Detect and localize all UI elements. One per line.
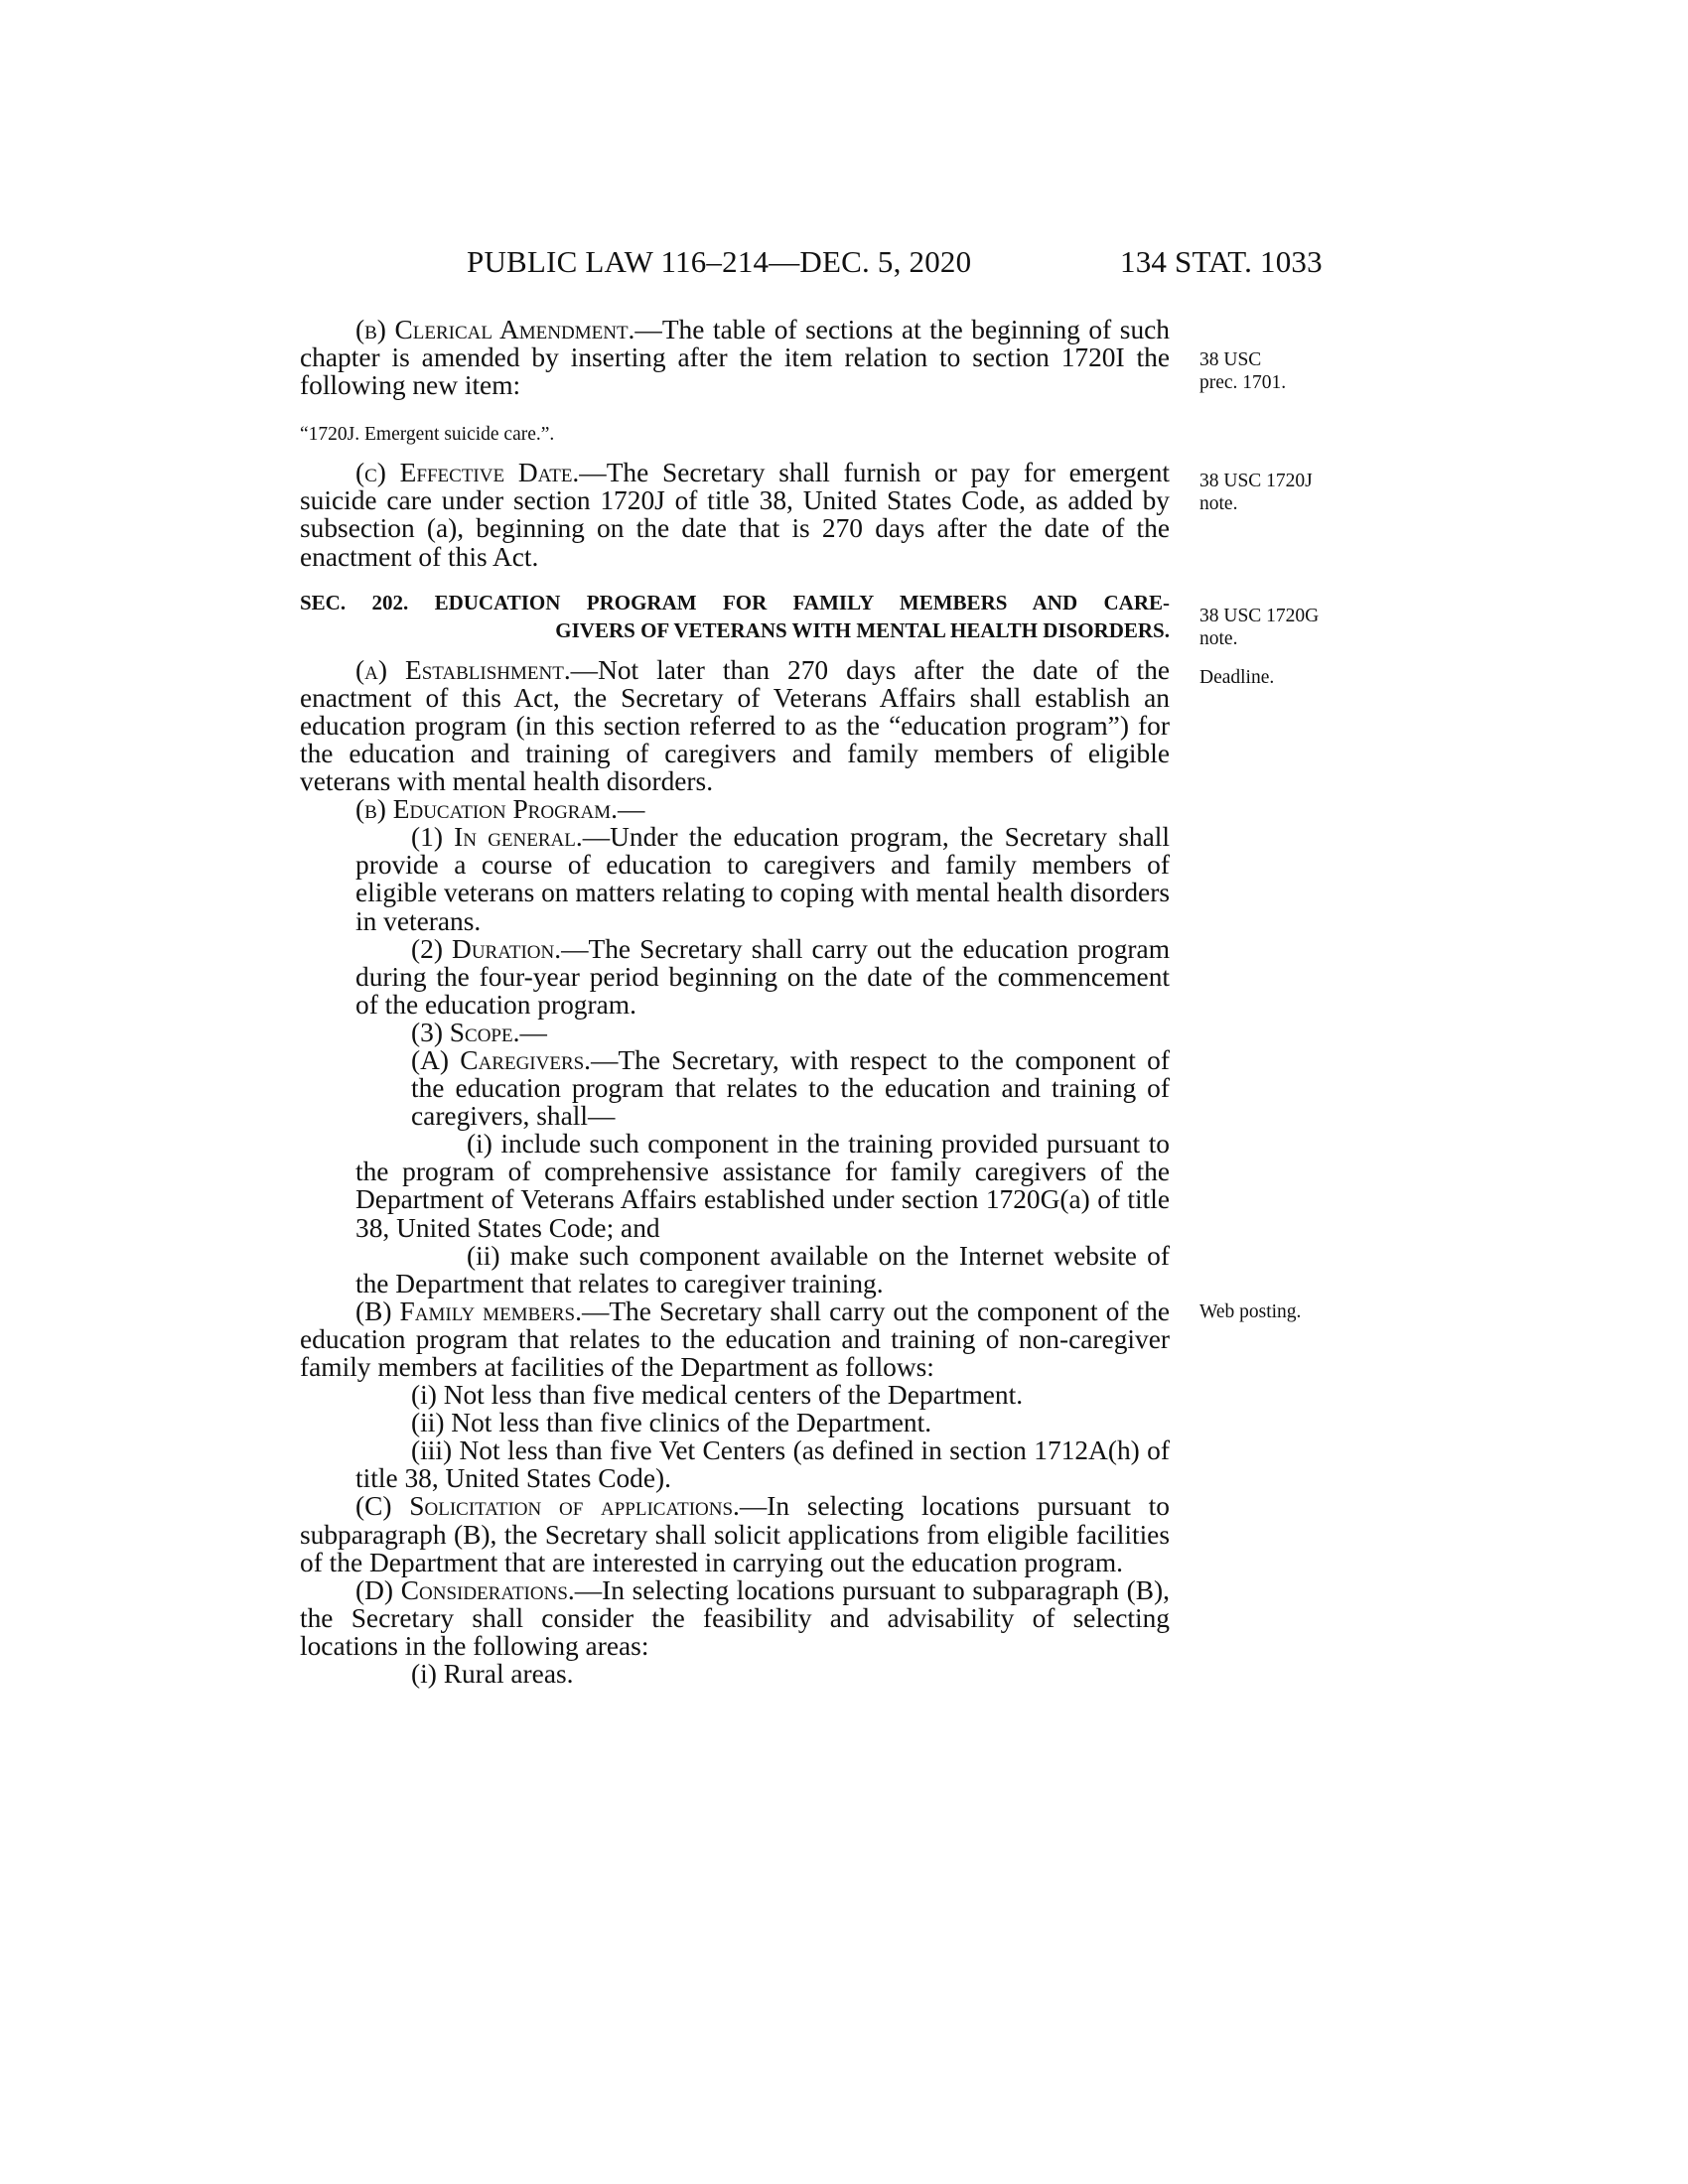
- paragraph-b3d-i: (i) Rural areas.: [411, 1659, 574, 1690]
- margin-note-web-posting: Web posting.: [1199, 1301, 1302, 1322]
- running-header-stat-page: 134 STAT. 1033: [1120, 244, 1323, 279]
- paragraph-c-effective-date: [300, 459, 1170, 570]
- paragraph-b3-scope: [355, 1019, 1170, 1046]
- text-effective-date: —The Secretary shall furnish or pay for emergent suicide care under section 1720J of title 38, United States Code, as added by subsection (a), beginning on the date that is 270 days after the date of the enactment of this Act.: [300, 458, 1170, 572]
- heading-in-general: (1) In general.: [411, 822, 583, 853]
- text-education-program: —: [617, 794, 645, 825]
- section-202-heading-line-1: SEC. 202. EDUCATION PROGRAM FOR FAMILY MEMBERS AND CARE-: [300, 590, 1170, 614]
- heading-duration: (2) Duration.: [411, 933, 562, 964]
- main-text-column: [300, 316, 1170, 1688]
- margin-note-line: 38 USC: [1199, 349, 1262, 370]
- toc-new-item: “1720J. Emergent suicide care.”.: [300, 424, 555, 446]
- heading-family-members: (B) Family members.: [355, 1296, 582, 1326]
- heading-caregivers: (A) Caregivers.: [411, 1044, 592, 1075]
- margin-note-line: note.: [1199, 492, 1238, 514]
- heading-establishment: (a) Establishment.: [355, 654, 571, 685]
- heading-effective-date: (c) Effective Date.: [355, 458, 580, 488]
- text-solicitation: —In selecting locations pursuant to subparagraph (B), the Secretary shall solicit applications from eligible facilities of the Department that are interested in carrying out the education program.: [300, 1491, 1170, 1577]
- heading-solicitation: (C) Solicitation of applications.: [355, 1491, 740, 1522]
- text-in-general: —Under the education program, the Secretary shall provide a course of education to caregivers and family members of eligible veterans on matters relating to coping with mental health disorders in veterans.: [355, 822, 1171, 936]
- margin-note-38usc-1720j-note: [1199, 471, 1313, 515]
- margin-note-deadline: Deadline.: [1199, 667, 1275, 688]
- heading-considerations: (D) Considerations.: [355, 1574, 575, 1605]
- paragraph-b-education-program: [300, 795, 1170, 823]
- paragraph-b2-duration: [355, 935, 1170, 1019]
- margin-note-line: 38 USC 1720J: [1199, 471, 1313, 491]
- paragraph-b-clerical-amendment: [300, 316, 1170, 399]
- heading-education-program: (b) Education Program.: [355, 794, 618, 825]
- paragraph-a-establishment: [300, 656, 1170, 795]
- paragraph-b3c-solicitation: [300, 1492, 1170, 1575]
- paragraph-b3b-iii: (iii) Not less than five Vet Centers (as defined in section 1712A(h) of title 38, United States Code).: [355, 1435, 1170, 1494]
- running-header-title: PUBLIC LAW 116–214—DEC. 5, 2020: [467, 244, 972, 279]
- heading-scope: (3) Scope.: [411, 1017, 520, 1047]
- text-family-members: —The Secretary shall carry out the component of the education program that relates to the education and training of non-caregiver family members at facilities of the Department as follows:: [300, 1296, 1170, 1382]
- margin-note-38usc-1720g-note: [1199, 606, 1319, 650]
- text-clerical-amendment: —The table of sections at the beginning of such chapter is amended by inserting after the item relation to section 1720I the following new item:: [300, 315, 1170, 401]
- margin-note-line: 38 USC 1720G: [1199, 606, 1320, 626]
- margin-note-line: prec. 1701.: [1199, 371, 1287, 393]
- paragraph-b1-in-general: [355, 823, 1170, 934]
- paragraph-b3d-considerations: [300, 1576, 1170, 1660]
- text-scope: —: [519, 1017, 547, 1047]
- margin-note-38usc-prec-1701: [1199, 349, 1286, 394]
- section-202-heading-line-2: GIVERS OF VETERANS WITH MENTAL HEALTH DISORDERS.: [555, 617, 1170, 642]
- margin-note-line: note.: [1199, 627, 1238, 649]
- section-202-heading: [300, 589, 1170, 644]
- paragraph-b3b-ii: (ii) Not less than five clinics of the Department.: [411, 1408, 932, 1438]
- paragraph-b3b-family-members: [300, 1297, 1170, 1381]
- paragraph-b3b-i: (i) Not less than five medical centers of the Department.: [411, 1380, 1024, 1411]
- text-duration: —The Secretary shall carry out the education program during the four-year period beginning on the date of the commencement of the education program.: [355, 933, 1170, 1020]
- heading-clerical-amendment: (b) Clerical Amendment.: [355, 315, 635, 344]
- paragraph-b3a-i: (i) include such component in the training provided pursuant to the program of comprehensive assistance for family caregivers of the Department of Veterans Affairs established under section 1720G(a) of title 38, United States Code; and: [355, 1129, 1170, 1243]
- text-establishment: —Not later than 270 days after the date of the enactment of this Act, the Secretary of Veterans Affairs shall establish an education program (in this section referred to as the “education program”) for the education and training of caregivers and family members of eligible veterans with mental health disorders.: [300, 654, 1171, 797]
- paragraph-b3a-ii: (ii) make such component available on the Internet website of the Department that relates to caregiver training.: [355, 1240, 1170, 1298]
- paragraph-b3a-caregivers: [355, 1046, 1170, 1130]
- text-considerations: —In selecting locations pursuant to subparagraph (B), the Secretary shall consider the feasibility and advisability of selecting locations in the following areas:: [300, 1574, 1170, 1661]
- text-caregivers: —The Secretary, with respect to the component of the education program that relates to the education and training of caregivers, shall—: [411, 1044, 1170, 1132]
